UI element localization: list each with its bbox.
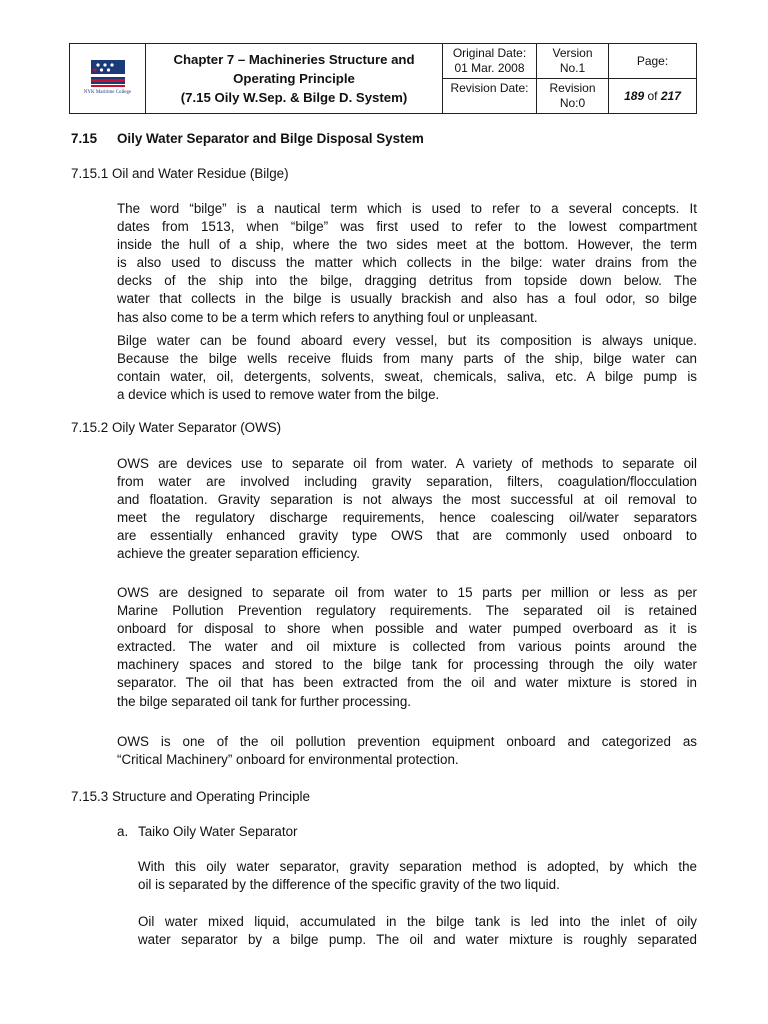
original-date-value: 01 Mar. 2008	[454, 61, 525, 75]
title-line-2: Operating Principle	[233, 71, 355, 86]
text-line: is also used to discuss the matter which collects in the bilge: water drains from the	[117, 255, 697, 271]
text-line: Oil water mixed liquid, accumulated in the bilge tank is led into the inlet of oily	[138, 914, 697, 929]
subsection-heading: 7.15.2 Oily Water Separator (OWS)	[71, 420, 282, 435]
text-line: onboard for disposal to shore when possible and water pumped overboard as it is	[117, 621, 697, 637]
text-line: OWS are devices use to separate oil from water. A variety of methods to separate oil	[117, 456, 697, 471]
text-line: Because the bilge wells receive fluids from many parts of the ship, bilge water can	[117, 351, 697, 367]
list-item-label: a.	[117, 824, 129, 839]
text-line: oil is separated by the difference of the specific gravity of the two liquid.	[138, 877, 560, 893]
flag-emblem-icon	[91, 60, 125, 88]
page-number-cell	[609, 79, 697, 114]
paragraph-ows-1	[117, 455, 697, 564]
original-date-cell	[443, 44, 537, 79]
document-header	[69, 43, 697, 114]
page-label-cell	[609, 44, 697, 79]
revision-cell	[537, 79, 609, 114]
version-label: Version	[552, 46, 593, 60]
text-line: contain water, oil, detergents, solvents, sweat, chemicals, saliva, etc. A bilge pump is	[117, 369, 697, 385]
paragraph-bilge-1	[117, 200, 697, 327]
text-line: inside the hull of a ship, where the two sides meet at the bottom. However, the term	[117, 237, 697, 253]
text-line: The word “bilge” is a nautical term which is used to refer to a several concepts. It	[117, 201, 697, 216]
title-line-1: Chapter 7 – Machineries Structure and	[173, 52, 415, 67]
revision-date-cell	[443, 79, 537, 114]
text-line: OWS are designed to separate oil from water to 15 parts per million or less as per	[117, 585, 697, 600]
page-total: 217	[660, 89, 681, 103]
text-line: Marine Pollution Prevention regulatory requirements. The separated oil is retained	[117, 603, 697, 619]
page-label: Page:	[636, 54, 669, 68]
subsection-heading: 7.15.1 Oil and Water Residue (Bilge)	[71, 166, 289, 181]
college-logo	[84, 60, 132, 95]
revision-date-label: Revision Date:	[450, 81, 529, 95]
text-line: separator. The oil that has been extracted from the oil and water mixture is stored in	[117, 675, 697, 691]
text-line: are essentially enhanced gravity type OWS that are commonly used onboard to	[117, 528, 697, 544]
paragraph-bilge-2	[117, 332, 697, 404]
text-line: a device which is used to remove water from the bilge.	[117, 387, 440, 403]
text-line: has also come to be a term which refers to anything foul or unpleasant.	[117, 309, 538, 325]
page-of: of	[647, 89, 658, 103]
text-line: OWS is one of the oil pollution prevention equipment onboard and categorized as	[117, 734, 697, 749]
text-line: With this oily water separator, gravity separation method is adopted, by which the	[138, 859, 697, 874]
text-line: Bilge water can be found aboard every vessel, but its composition is always unique.	[117, 333, 697, 348]
paragraph-taiko-1	[138, 858, 697, 894]
paragraph-ows-3	[117, 733, 697, 769]
section-number: 7.15	[71, 131, 98, 146]
text-line: and floatation. Gravity separation is not always the most successful at oil removal to	[117, 492, 697, 508]
revision-value: No:0	[559, 96, 586, 110]
section-title: Oily Water Separator and Bilge Disposal System	[117, 131, 424, 146]
subsection-heading: 7.15.3 Structure and Operating Principle	[71, 789, 310, 804]
paragraph-taiko-2	[138, 913, 697, 949]
text-line: achieve the greater separation efficiency.	[117, 546, 360, 562]
version-cell	[537, 44, 609, 79]
chapter-title	[146, 44, 443, 114]
text-line: water that collects in the bilge is usually brackish and also has a foul odor, so bilge	[117, 291, 697, 307]
text-line: decks of the ship into the bilge, dragging detritus from topside down below. The	[117, 273, 697, 289]
revision-label: Revision	[549, 81, 596, 95]
text-line: dates from 1513, when “bilge” was first used to refer to the lowest compartment	[117, 219, 697, 235]
list-item	[117, 823, 298, 841]
text-line: water separator by a bilge pump. The oil and water mixture is roughly separated	[138, 932, 697, 948]
text-line: “Critical Machinery” onboard for environmental protection.	[117, 752, 459, 768]
text-line: machinery spaces and stored to the bilge tank for processing through the oily water	[117, 657, 697, 673]
text-line: the bilge separated oil tank for further processing.	[117, 693, 412, 709]
logo-cell	[70, 44, 146, 114]
page-current: 189	[624, 89, 645, 103]
section-heading	[71, 130, 424, 148]
logo-text: NYK Maritime College	[83, 89, 132, 95]
paragraph-ows-2	[117, 584, 697, 711]
text-line: from water are involved including gravity separation, filters, coagulation/flocculation	[117, 474, 697, 490]
text-line: extracted. The water and oil mixture is collected from various points around the	[117, 639, 697, 655]
list-item-text: Taiko Oily Water Separator	[138, 824, 298, 839]
version-value: No.1	[559, 61, 586, 75]
text-line: meet the regulatory discharge requirements, hence coalescing oil/water separators	[117, 510, 697, 526]
title-line-3: (7.15 Oily W.Sep. & Bilge D. System)	[180, 90, 408, 105]
original-date-label: Original Date:	[452, 46, 527, 60]
